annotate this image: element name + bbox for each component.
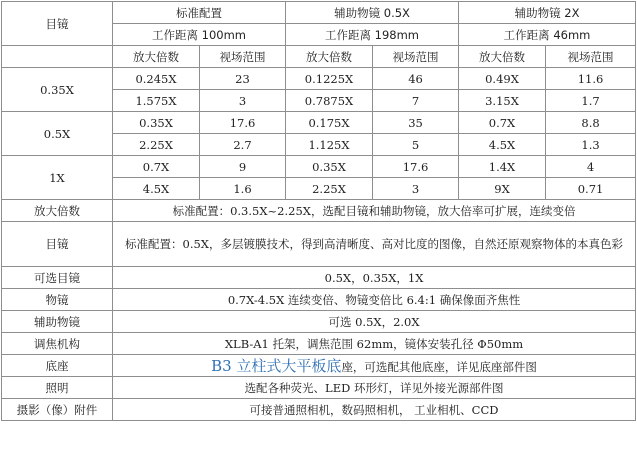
magnification-header: 放大倍数	[459, 46, 546, 68]
spec-row-aux-objective	[2, 311, 636, 333]
data-cell: 3	[373, 178, 459, 200]
data-cell: 1.7	[546, 90, 636, 112]
working-distance-standard: 工作距离 100mm	[113, 24, 286, 46]
data-cell: 17.6	[200, 112, 286, 134]
data-cell: 23	[200, 68, 286, 90]
spec-value: 可接普通照相机，数码照相机， 工业相机、CCD	[113, 399, 636, 421]
spec-value: 标准配置：0.3.5X~2.25X，选配目镜和辅助物镜，放大倍率可扩展，连续变倍	[113, 200, 636, 222]
table-row	[2, 156, 636, 178]
spec-label: 辅助物镜	[2, 311, 113, 333]
data-cell: 2.25X	[113, 134, 200, 156]
data-cell: 3.15X	[459, 90, 546, 112]
data-cell: 2.25X	[286, 178, 373, 200]
spec-value: 0.5X，0.35X，1X	[113, 267, 636, 289]
data-cell: 0.7X	[459, 112, 546, 134]
magnification-header: 放大倍数	[113, 46, 200, 68]
data-cell: 0.175X	[286, 112, 373, 134]
data-cell: 0.35X	[113, 112, 200, 134]
standard-config-header: 标准配置	[113, 2, 286, 24]
spec-value	[113, 355, 636, 377]
spec-value: 选配各种荧光、LED 环形灯，详见外接光源部件图	[113, 377, 636, 399]
table-row	[2, 112, 636, 134]
data-cell: 0.1225X	[286, 68, 373, 90]
spec-row-focus	[2, 333, 636, 355]
data-cell: 1.6	[200, 178, 286, 200]
data-cell: 46	[373, 68, 459, 90]
field-of-view-header: 视场范围	[546, 46, 636, 68]
spec-value: 0.7X-4.5X 连续变倍、物镜变倍比 6.4:1 确保像面齐焦性	[113, 289, 636, 311]
spec-label: 物镜	[2, 289, 113, 311]
spec-row-objective	[2, 289, 636, 311]
eyepiece-value: 0.5X	[2, 112, 113, 156]
spec-table	[1, 1, 636, 421]
data-cell: 1.3	[546, 134, 636, 156]
spec-row-magnification	[2, 200, 636, 222]
data-cell: 35	[373, 112, 459, 134]
data-cell: 1.4X	[459, 156, 546, 178]
spec-value: 标准配置：0.5X，多层镀膜技术，得到高清晰度、高对比度的图像，自然还原观察物体的本真色彩	[113, 222, 636, 267]
data-cell: 0.7X	[113, 156, 200, 178]
data-cell: 4.5X	[113, 178, 200, 200]
spec-row-base	[2, 355, 636, 377]
data-cell: 9X	[459, 178, 546, 200]
data-cell: 9	[200, 156, 286, 178]
working-distance-aux05: 工作距离 198mm	[286, 24, 459, 46]
eyepiece-header: 目镜	[2, 2, 113, 46]
spec-row-eyepiece	[2, 222, 636, 267]
data-cell: 4.5X	[459, 134, 546, 156]
data-cell: 7	[373, 90, 459, 112]
spec-label: 放大倍数	[2, 200, 113, 222]
data-cell: 0.245X	[113, 68, 200, 90]
blank-cell	[2, 46, 113, 68]
spec-label: 调焦机构	[2, 333, 113, 355]
data-cell: 11.6	[546, 68, 636, 90]
aux-objective-2x-header: 辅助物镜 2X	[459, 2, 636, 24]
spec-value: XLB-A1 托架，调焦范围 62mm，镜体安装孔径 Φ50mm	[113, 333, 636, 355]
data-cell: 4	[546, 156, 636, 178]
field-of-view-header: 视场范围	[200, 46, 286, 68]
spec-label: 目镜	[2, 222, 113, 267]
working-distance-aux2: 工作距离 46mm	[459, 24, 636, 46]
data-cell: 17.6	[373, 156, 459, 178]
spec-label: 摄影（像）附件	[2, 399, 113, 421]
magnification-header: 放大倍数	[286, 46, 373, 68]
spec-label: 可选目镜	[2, 267, 113, 289]
data-cell: 0.7875X	[286, 90, 373, 112]
data-cell: 0.71	[546, 178, 636, 200]
spec-label: 底座	[2, 355, 113, 377]
data-cell: 5	[373, 134, 459, 156]
eyepiece-value: 0.35X	[2, 68, 113, 112]
data-cell: 0.49X	[459, 68, 546, 90]
spec-row-camera	[2, 399, 636, 421]
data-cell: 3	[200, 90, 286, 112]
spec-row-lighting	[2, 377, 636, 399]
data-cell: 1.575X	[113, 90, 200, 112]
base-description: 座，可选配其他底座，详见底座部件图	[341, 360, 537, 374]
data-cell: 8.8	[546, 112, 636, 134]
data-cell: 0.35X	[286, 156, 373, 178]
base-model-highlight: B3 立柱式大平板底	[211, 357, 342, 375]
field-of-view-header: 视场范围	[373, 46, 459, 68]
spec-row-optional-eyepiece	[2, 267, 636, 289]
aux-objective-05x-header: 辅助物镜 0.5X	[286, 2, 459, 24]
spec-value: 可选 0.5X，2.0X	[113, 311, 636, 333]
eyepiece-value: 1X	[2, 156, 113, 200]
data-cell: 1.125X	[286, 134, 373, 156]
table-row	[2, 68, 636, 90]
spec-label: 照明	[2, 377, 113, 399]
data-cell: 2.7	[200, 134, 286, 156]
